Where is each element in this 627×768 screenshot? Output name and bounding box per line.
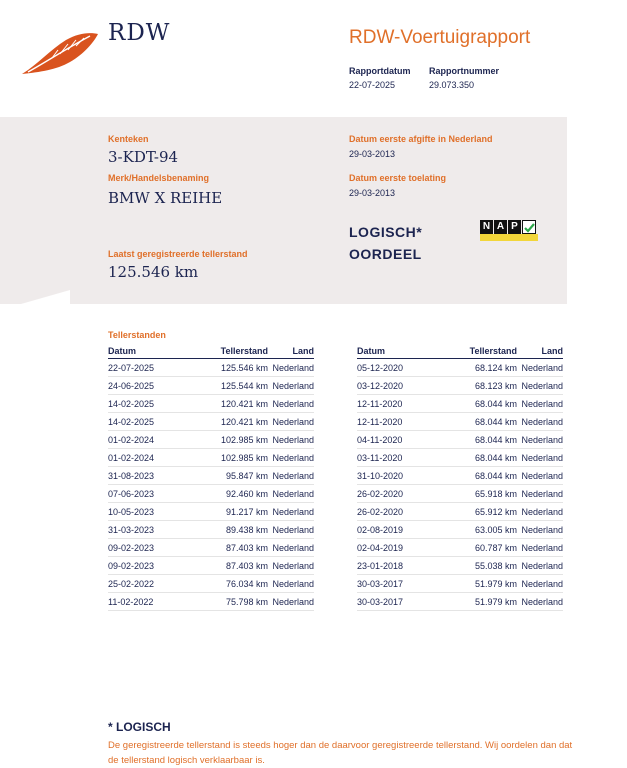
col-country: Land — [517, 344, 563, 359]
report-title: RDW-Voertuigrapport — [349, 27, 531, 48]
reading-value: 51.979 km — [429, 575, 517, 593]
reading-date: 05-12-2020 — [357, 359, 429, 377]
reading-country: Nederland — [268, 539, 314, 557]
table-row — [357, 431, 563, 449]
reading-date: 26-02-2020 — [357, 503, 429, 521]
reading-value: 68.044 km — [429, 395, 517, 413]
report-date-label: Rapportdatum — [349, 66, 411, 76]
reading-value: 120.421 km — [180, 413, 268, 431]
table-row — [108, 377, 314, 395]
verdict-line-2: OORDEEL — [349, 246, 422, 262]
reading-date: 12-11-2020 — [357, 413, 429, 431]
reading-value: 75.798 km — [180, 593, 268, 611]
odometer-label: Laatst geregistreerde tellerstand — [108, 249, 248, 259]
footnote-text: De geregistreerde tellerstand is steeds hoger dan de daarvoor geregistreerde tellerstand. Wij oordelen dan dat de tellerstand logisch verklaarbaar is. — [108, 740, 573, 766]
reading-value: 89.438 km — [180, 521, 268, 539]
reading-date: 02-04-2019 — [357, 539, 429, 557]
reading-date: 09-02-2023 — [108, 539, 180, 557]
reading-value: 76.034 km — [180, 575, 268, 593]
reading-value: 87.403 km — [180, 557, 268, 575]
reading-value: 102.985 km — [180, 431, 268, 449]
reading-country: Nederland — [268, 503, 314, 521]
reading-country: Nederland — [517, 557, 563, 575]
table-row — [357, 449, 563, 467]
reading-value: 68.044 km — [429, 431, 517, 449]
table-row — [108, 467, 314, 485]
report-date: 22-07-2025 — [349, 80, 396, 90]
reading-country: Nederland — [517, 395, 563, 413]
reading-value: 102.985 km — [180, 449, 268, 467]
col-reading: Tellerstand — [429, 344, 517, 359]
readings-table-right — [357, 344, 563, 611]
reading-value: 120.421 km — [180, 395, 268, 413]
table-row — [357, 539, 563, 557]
reading-value: 60.787 km — [429, 539, 517, 557]
reading-date: 10-05-2023 — [108, 503, 180, 521]
reading-value: 91.217 km — [180, 503, 268, 521]
reading-country: Nederland — [268, 557, 314, 575]
reading-country: Nederland — [268, 359, 314, 377]
reading-country: Nederland — [517, 503, 563, 521]
reading-country: Nederland — [268, 395, 314, 413]
reading-value: 68.044 km — [429, 467, 517, 485]
table-row — [357, 593, 563, 611]
reading-value: 68.123 km — [429, 377, 517, 395]
table-row — [357, 557, 563, 575]
reading-date: 25-02-2022 — [108, 575, 180, 593]
report-number-label: Rapportnummer — [429, 66, 500, 76]
reading-date: 12-11-2020 — [357, 395, 429, 413]
reading-value: 92.460 km — [180, 485, 268, 503]
table-row — [357, 485, 563, 503]
reading-value: 125.546 km — [180, 359, 268, 377]
reading-country: Nederland — [517, 467, 563, 485]
nap-badge — [480, 220, 538, 242]
col-reading: Tellerstand — [180, 344, 268, 359]
first-admission-value: 29-03-2013 — [349, 188, 396, 198]
reading-date: 01-02-2024 — [108, 431, 180, 449]
nap-check-icon — [522, 220, 536, 234]
reading-country: Nederland — [517, 539, 563, 557]
table-row — [108, 395, 314, 413]
table-row — [108, 431, 314, 449]
table-row — [357, 395, 563, 413]
reading-country: Nederland — [268, 467, 314, 485]
nap-bar — [480, 234, 538, 241]
reading-country: Nederland — [517, 575, 563, 593]
reading-country: Nederland — [517, 413, 563, 431]
reading-date: 31-10-2020 — [357, 467, 429, 485]
reading-value: 65.912 km — [429, 503, 517, 521]
col-country: Land — [268, 344, 314, 359]
table-row — [357, 503, 563, 521]
reading-value: 87.403 km — [180, 539, 268, 557]
reading-country: Nederland — [517, 431, 563, 449]
reading-date: 14-02-2025 — [108, 413, 180, 431]
reading-country: Nederland — [268, 431, 314, 449]
reading-value: 68.044 km — [429, 449, 517, 467]
table-row — [108, 557, 314, 575]
reading-value: 68.124 km — [429, 359, 517, 377]
rdw-feather-logo-icon — [20, 24, 100, 76]
reading-value: 55.038 km — [429, 557, 517, 575]
table-row — [108, 359, 314, 377]
reading-date: 14-02-2025 — [108, 395, 180, 413]
reading-country: Nederland — [517, 485, 563, 503]
table-row — [108, 503, 314, 521]
footnote-title: * LOGISCH — [108, 720, 171, 734]
readings-table-left — [108, 344, 314, 611]
reading-country: Nederland — [517, 521, 563, 539]
reading-date: 22-07-2025 — [108, 359, 180, 377]
brand-name: RDW — [108, 20, 171, 46]
reading-date: 24-06-2025 — [108, 377, 180, 395]
reading-country: Nederland — [268, 593, 314, 611]
nap-letter-a: A — [494, 220, 507, 234]
table-row — [357, 413, 563, 431]
reading-value: 68.044 km — [429, 413, 517, 431]
report-number: 29.073.350 — [429, 80, 475, 90]
reading-country: Nederland — [268, 521, 314, 539]
reading-date: 31-03-2023 — [108, 521, 180, 539]
reading-date: 11-02-2022 — [108, 593, 180, 611]
reading-value: 95.847 km — [180, 467, 268, 485]
table-row — [108, 485, 314, 503]
table-row — [357, 359, 563, 377]
plate-value: 3-KDT-94 — [108, 148, 179, 166]
table-row — [108, 413, 314, 431]
first-admission-label: Datum eerste toelating — [349, 173, 447, 183]
reading-country: Nederland — [517, 359, 563, 377]
reading-date: 31-08-2023 — [108, 467, 180, 485]
reading-country: Nederland — [268, 575, 314, 593]
odometer-value: 125.546 km — [108, 263, 199, 281]
reading-date: 03-11-2020 — [357, 449, 429, 467]
reading-date: 30-03-2017 — [357, 575, 429, 593]
table-row — [357, 467, 563, 485]
reading-country: Nederland — [268, 449, 314, 467]
reading-value: 63.005 km — [429, 521, 517, 539]
first-nl-value: 29-03-2013 — [349, 149, 396, 159]
make-value: BMW X REIHE — [108, 189, 223, 207]
reading-country: Nederland — [268, 377, 314, 395]
reading-country: Nederland — [517, 449, 563, 467]
make-label: Merk/Handelsbenaming — [108, 173, 210, 183]
reading-date: 02-08-2019 — [357, 521, 429, 539]
table-row — [357, 377, 563, 395]
table-row — [357, 575, 563, 593]
col-date: Datum — [357, 344, 429, 359]
table-row — [108, 539, 314, 557]
col-date: Datum — [108, 344, 180, 359]
nap-letter-p: P — [508, 220, 521, 234]
reading-date: 26-02-2020 — [357, 485, 429, 503]
reading-country: Nederland — [517, 377, 563, 395]
reading-value: 65.918 km — [429, 485, 517, 503]
reading-value: 51.979 km — [429, 593, 517, 611]
reading-date: 23-01-2018 — [357, 557, 429, 575]
vehicle-summary-panel — [0, 117, 567, 304]
first-nl-label: Datum eerste afgifte in Nederland — [349, 134, 493, 144]
reading-country: Nederland — [517, 593, 563, 611]
reading-date: 03-12-2020 — [357, 377, 429, 395]
table-row — [108, 521, 314, 539]
reading-date: 01-02-2024 — [108, 449, 180, 467]
reading-date: 07-06-2023 — [108, 485, 180, 503]
table-row — [108, 575, 314, 593]
nap-letter-n: N — [480, 220, 493, 234]
reading-country: Nederland — [268, 485, 314, 503]
reading-country: Nederland — [268, 413, 314, 431]
reading-date: 30-03-2017 — [357, 593, 429, 611]
plate-label: Kenteken — [108, 134, 149, 144]
reading-value: 125.544 km — [180, 377, 268, 395]
readings-title: Tellerstanden — [108, 330, 166, 340]
table-row — [108, 593, 314, 611]
reading-date: 09-02-2023 — [108, 557, 180, 575]
reading-date: 04-11-2020 — [357, 431, 429, 449]
verdict-line-1: LOGISCH* — [349, 224, 423, 240]
table-row — [357, 521, 563, 539]
table-row — [108, 449, 314, 467]
